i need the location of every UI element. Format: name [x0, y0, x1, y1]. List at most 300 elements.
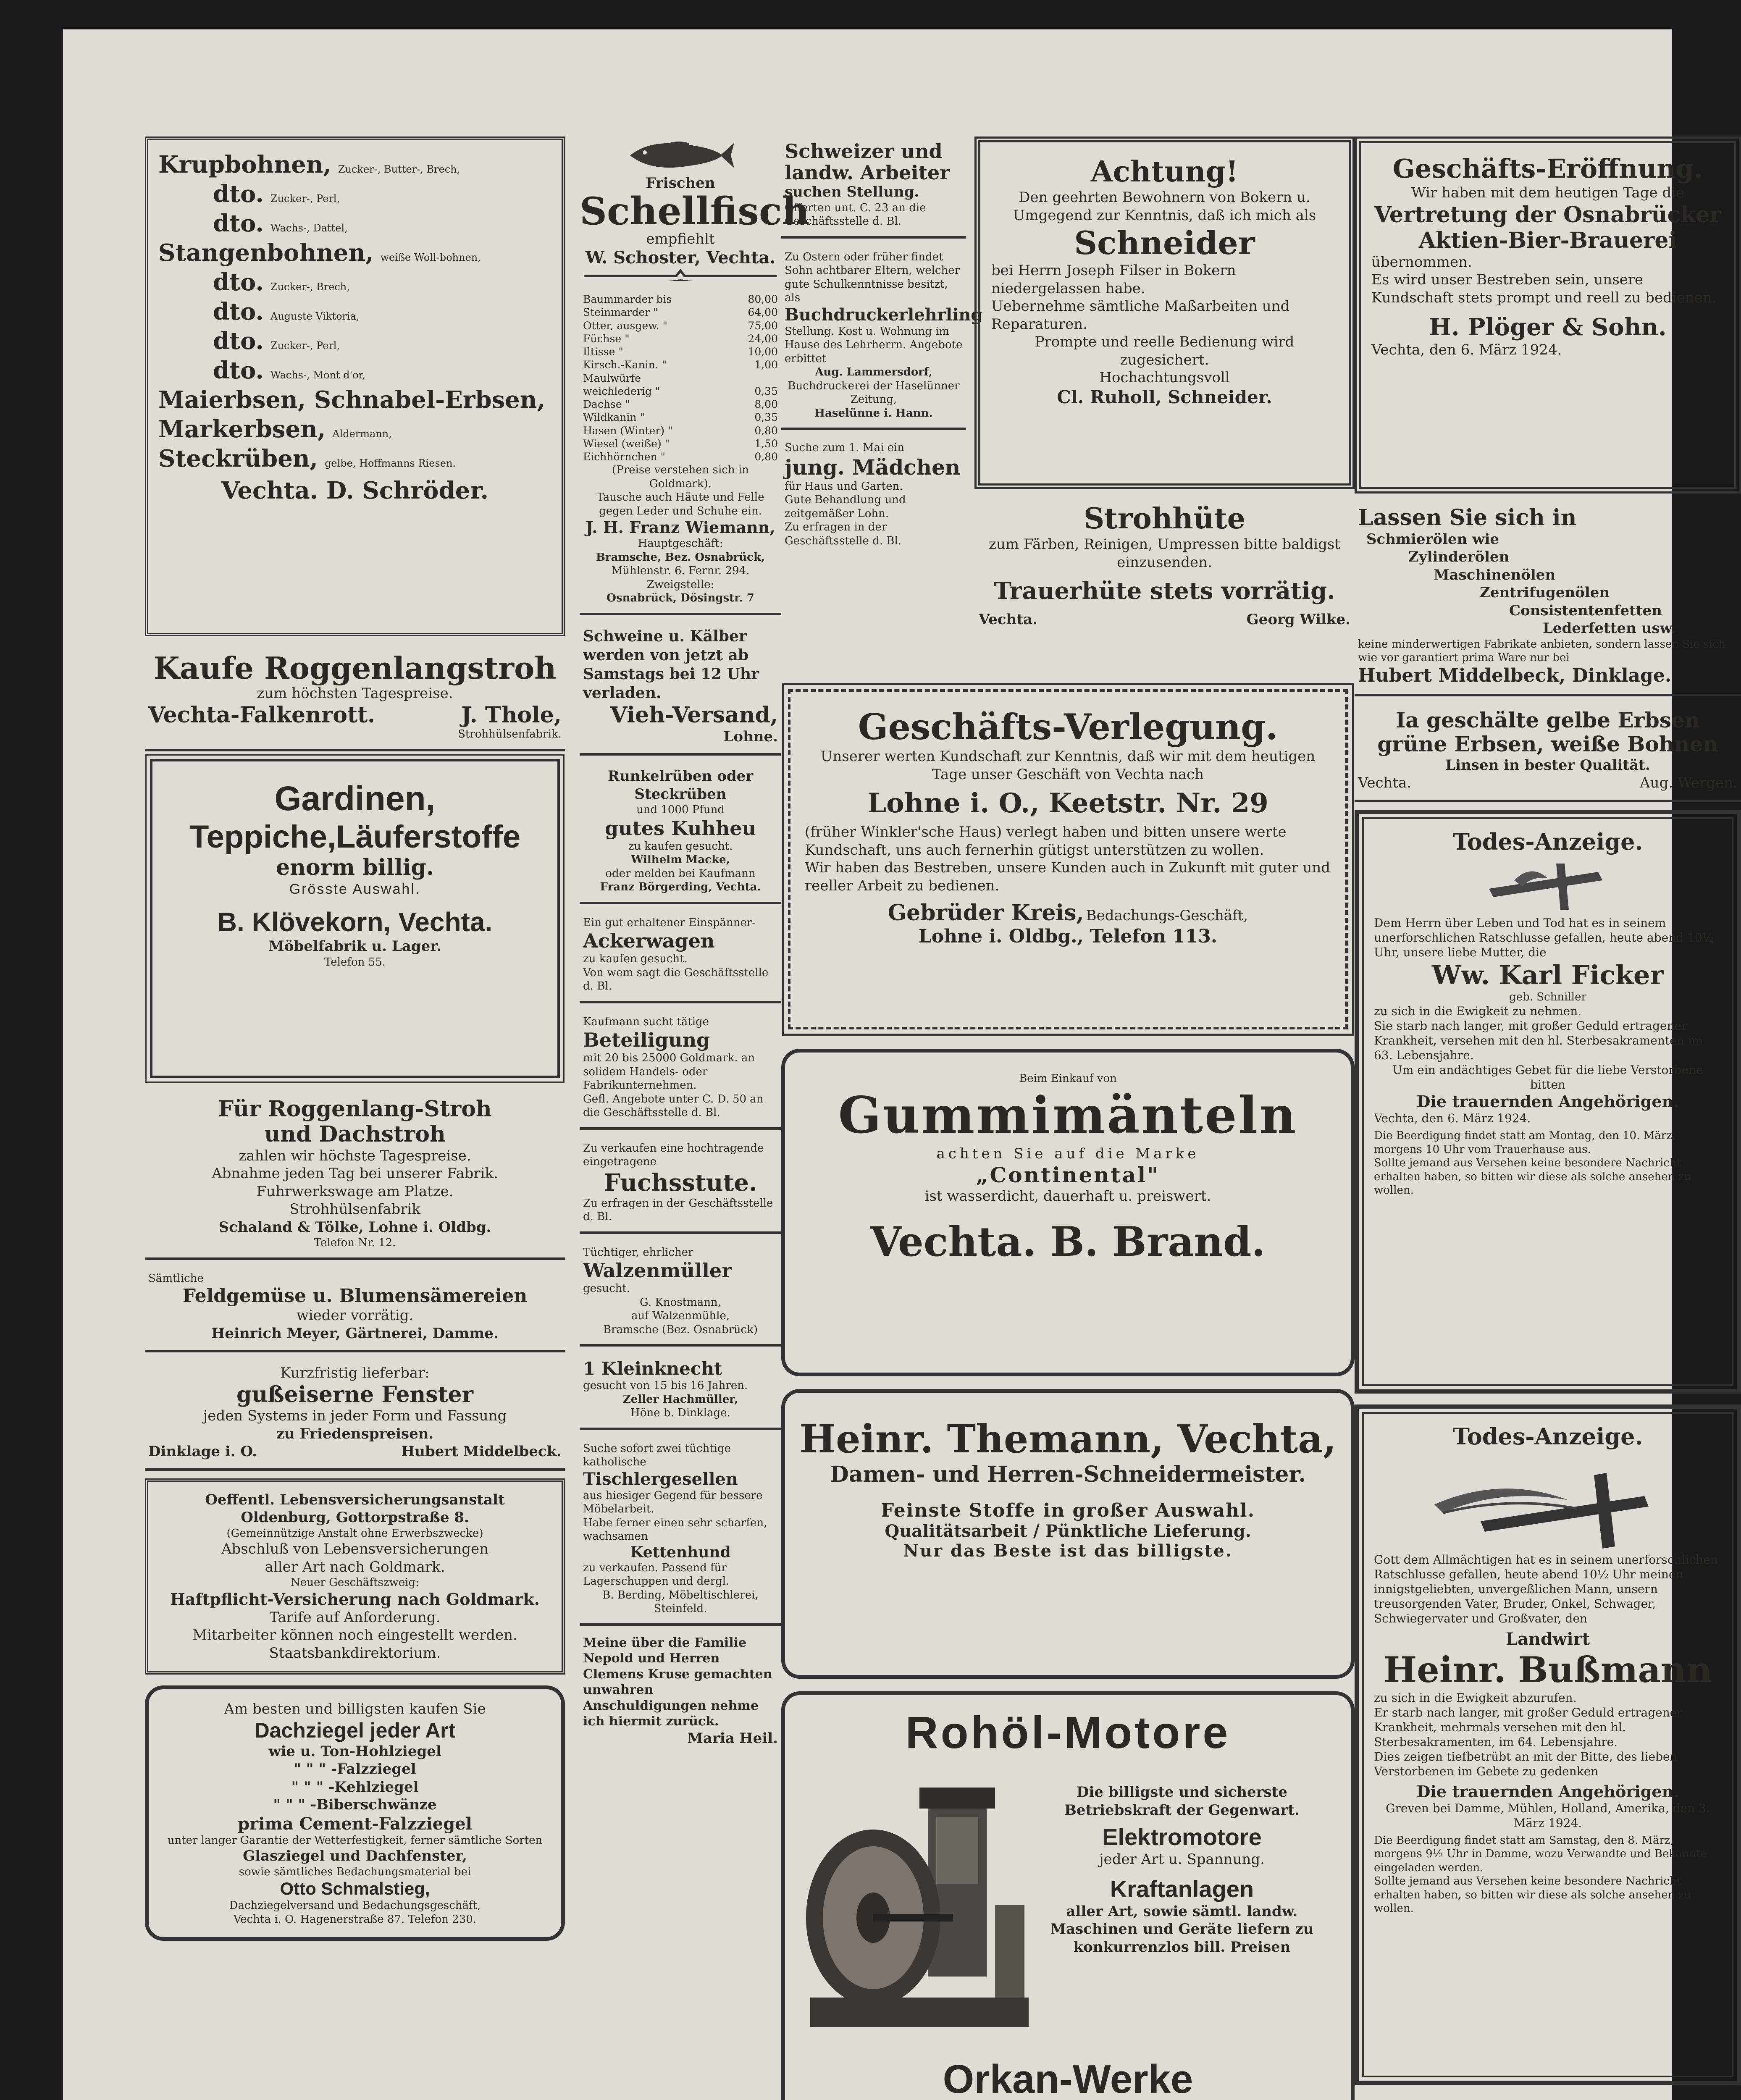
schmalstieg-headline: Dachziegel jeder Art — [254, 1718, 456, 1742]
fur-price: 0,80 — [754, 451, 778, 463]
lehrling-t5: Haselünne i. Hann. — [814, 407, 933, 420]
fur-price: 64,00 — [748, 306, 778, 319]
ad-wiemann-felle — [580, 289, 781, 615]
wiemann-t7: Osnabrück, Dösingstr. 7 — [607, 592, 754, 605]
versich-headline: Haftpflicht-Versicherung nach Goldmark. — [170, 1589, 540, 1609]
thole-name: J. Thole, — [461, 702, 562, 728]
price-row — [583, 345, 778, 358]
bean-name: dto. — [213, 268, 264, 296]
middelbeck-t3: zu Friedenspreisen. — [276, 1425, 434, 1442]
brand-t2: achten Sie auf die Marke — [936, 1145, 1200, 1162]
middelbeck-t2: jeden Systems in jeder Form und Fassung — [203, 1407, 507, 1425]
ad-fuchsstute — [580, 1137, 781, 1234]
fur-name: Wiesel (weiße) " — [583, 437, 670, 450]
bean-name: Stangenbohnen, — [158, 239, 374, 267]
middelbeck-place: Dinklage i. O. — [148, 1443, 257, 1460]
fur-price-list — [583, 293, 778, 463]
price-row — [583, 437, 778, 450]
fur-price: 24,00 — [748, 332, 778, 345]
tischler-t5: B. Berding, Möbeltischlerei, Steinfeld. — [602, 1588, 759, 1615]
column-2 — [580, 136, 810, 2100]
lehrling-headline: Buchdruckerlehrling — [785, 304, 983, 325]
ficker-t2: geb. Schniller — [1509, 990, 1586, 1003]
kleinknecht-headline: 1 Kleinknecht — [583, 1358, 722, 1379]
themann-t3: Qualitätsarbeit / Pünktliche Lieferung. — [885, 1521, 1251, 1541]
ficker-t5: Um ein andächtiges Gebet für die liebe Verstorbene bitten — [1392, 1063, 1703, 1092]
heil-text: Meine über die Familie Nepold und Herren Clemens Kruse gemachten unwahren Anschuldigungen nehme ich hiermit zurück. — [583, 1635, 772, 1729]
kreis-headline-2: Lohne i. O., Keetstr. Nr. 29 — [867, 788, 1268, 819]
bean-row — [158, 298, 551, 326]
fur-name: Wildkanin " — [583, 411, 645, 424]
fur-price: 10,00 — [748, 346, 778, 358]
roggen-t6: Telefon Nr. 12. — [314, 1236, 396, 1250]
wergen-headline: Ia geschälte gelbe Erbsen grüne Erbsen, weiße Bohnen — [1377, 707, 1718, 757]
brand-headline: Gummimänteln — [838, 1085, 1298, 1145]
fur-price: 1,50 — [754, 437, 778, 450]
schoster-t3: W. Schoster, Vechta. — [585, 248, 776, 268]
schmalstieg-name: Otto Schmalstieg, — [280, 1879, 430, 1899]
beteiligung-t3: Gefl. Angebote unter C. D. 50 an die Geschäftsstelle d. Bl. — [583, 1092, 764, 1119]
column-1 — [145, 136, 565, 2100]
orkan-footer — [785, 2056, 1351, 2100]
bussmann-t2: Landwirt — [1505, 1629, 1590, 1649]
kloevekorn-line4: Grösste Auswahl. — [289, 881, 421, 897]
middelbeck-name: Hubert Middelbeck. — [401, 1443, 562, 1460]
column-3 — [781, 136, 1355, 2100]
ad-ploeger-eroeffnung — [1355, 136, 1741, 494]
bussmann-t4: Er starb nach langer, mit großer Geduld ertragener Krankheit, mehrmals versehen mit den hl. Sterbesakramenten, im 64. Lebensjahre. — [1374, 1705, 1683, 1749]
price-row — [583, 319, 778, 332]
orkan-headline-2: Elektromotore — [1102, 1824, 1262, 1850]
ad-schoster-schellfisch — [580, 136, 810, 289]
versich-t4: Abschluß von Lebensversicherungen — [221, 1541, 489, 1558]
oele-l5: Zentrifugenölen — [1480, 584, 1610, 601]
themann-t1: Damen- und Herren-Schneidermeister. — [830, 1462, 1306, 1487]
column-3-right-ads — [974, 136, 1355, 682]
price-row — [583, 358, 778, 371]
roggen-t5: Schaland & Tölke, Lohne i. Oldbg. — [218, 1218, 491, 1236]
bean-variety: Zucker-, Perl, — [270, 340, 340, 352]
schoster-t2: empfiehlt — [646, 230, 715, 247]
schweine-text: Schweine u. Kälber werden von jetzt ab Samstags bei 12 Uhr verladen. — [583, 627, 759, 702]
themann-headline: Heinr. Themann, Vechta, — [799, 1416, 1337, 1462]
ad-brand-gummimaentel — [781, 1049, 1355, 1376]
ruholl-t4: Prompte und reelle Bedienung wird zugesichert. — [1035, 333, 1295, 368]
lehrling-t4: Buchdruckerei der Haselünner Zeitung, — [788, 379, 960, 406]
ficker-t6: Die trauernden Angehörigen. — [1416, 1092, 1679, 1111]
wilke-name: Georg Wilke. — [1246, 611, 1350, 628]
schmalstieg-t8: Glasziegel und Dachfenster, — [243, 1848, 467, 1865]
bean-row — [158, 386, 551, 414]
kreis-sig3: Lohne i. Oldbg., Telefon 113. — [918, 925, 1218, 947]
roggen-t1: zahlen wir höchste Tagespreise. — [239, 1147, 471, 1164]
kuhheu-t2: und 1000 Pfund — [636, 803, 725, 816]
cross-dove-icon — [1374, 855, 1722, 916]
wilke-headline: Strohhüte — [1084, 502, 1245, 536]
bussmann-name: Heinr. Bußmann — [1383, 1648, 1712, 1690]
bussmann-t1: Gott dem Allmächtigen hat es in seinem unerforschlichen Ratschlusse gefallen, heute abend 10½ Uhr meinen innigstgeliebten, unvergeßlichen Mann, unsern treusorgenden Vater, Bruder, Onkel, Schwager, Schwiegervater und Großvater, den — [1374, 1552, 1718, 1625]
roggen-t3: Fuhrwerkswage am Platze. — [256, 1183, 454, 1200]
oele-l4: Maschinenölen — [1434, 566, 1556, 583]
kleinknecht-t1: gesucht von 15 bis 16 Jahren. — [583, 1379, 748, 1392]
oele-l1: Lassen Sie sich in — [1358, 505, 1577, 530]
kreis-sig1: Gebrüder Kreis, — [888, 900, 1084, 926]
kuhheu-t1: Runkelrüben oder Steckrüben — [607, 768, 754, 803]
fur-price — [732, 372, 778, 385]
bean-row — [158, 210, 551, 237]
ad-meyer-saemereien — [145, 1268, 565, 1353]
kreis-t1: Unserer werten Kundschaft zur Kenntnis, daß wir mit dem heutigen Tage unser Geschäft von Vechta nach — [820, 748, 1316, 783]
ad-ackerwagen — [580, 912, 781, 1003]
fur-name: Füchse " — [583, 332, 630, 345]
walzenmueller-t5: Bramsche (Bez. Osnabrück) — [603, 1323, 758, 1336]
bussmann-t8: Sollte jemand aus Versehen keine besondere Nachricht erhalten haben, so bitten wir diese als solche ansehen zu wollen. — [1374, 1875, 1691, 1915]
schmalstieg-t6: prima Cement-Falzziegel — [238, 1814, 472, 1834]
brand-headline-2: „Continental" — [976, 1163, 1160, 1187]
ad-buchdruckerlehrling — [781, 246, 983, 430]
fur-name: Otter, ausgew. " — [583, 319, 667, 332]
walzenmueller-headline: Walzenmüller — [583, 1259, 732, 1282]
fur-price: 0,35 — [754, 411, 778, 424]
meyer-headline: Feldgemüse u. Blumensämereien — [182, 1285, 528, 1307]
bean-variety: weiße Woll-bohnen, — [380, 252, 481, 263]
roggen-h2: und Dachstroh — [264, 1121, 446, 1147]
kuhheu-t6: Franz Börgerding, Vechta. — [600, 881, 761, 894]
bean-name: Krupbohnen, — [158, 151, 331, 178]
themann-t4: Nur das Beste ist das billigste. — [903, 1541, 1233, 1561]
bussmann-date: Greven bei Damme, Mühlen, Holland, Amerika, den 3. März 1924. — [1386, 1801, 1710, 1830]
bussmann-t6: Die trauernden Angehörigen. — [1416, 1782, 1679, 1801]
orkan-headline: Rohöl-Motore — [905, 1707, 1231, 1758]
meyer-t3: Heinrich Meyer, Gärtnerei, Damme. — [211, 1325, 499, 1342]
bean-variety: Aldermann, — [332, 428, 392, 440]
ad-schaland-toelke — [145, 1092, 565, 1260]
kloevekorn-line6: Möbelfabrik u. Lager. — [268, 938, 441, 955]
middelbeck-headline: gußeiserne Fenster — [236, 1381, 473, 1407]
bean-row — [158, 327, 551, 355]
bean-variety: Zucker-, Butter-, Brech, — [338, 163, 460, 175]
cross-palm-icon — [1374, 1450, 1722, 1552]
ackerwagen-t3: Von wem sagt die Geschäftsstelle d. Bl. — [583, 966, 769, 993]
middelbeck-t1: Kurzfristig lieferbar: — [280, 1365, 430, 1382]
bean-name: dto. — [213, 357, 264, 384]
price-row — [583, 424, 778, 437]
price-row — [583, 332, 778, 345]
price-row — [583, 385, 778, 398]
ad-wergen-erbsen — [1355, 704, 1741, 802]
walzenmueller-t2: gesucht. — [583, 1282, 630, 1295]
ad-kloevekorn — [150, 759, 560, 1078]
bean-variety: Wachs-, Mont d'or, — [270, 369, 365, 381]
ornament-rule — [580, 268, 781, 284]
ploeger-date: Vechta, den 6. März 1924. — [1371, 341, 1562, 358]
ad-todesanzeige-ficker — [1355, 810, 1741, 1394]
maedchen-headline: jung. Mädchen — [785, 454, 961, 480]
tischler-t3: Habe ferner einen sehr scharfen, wachsamen — [583, 1516, 767, 1543]
fur-name: weichlederig " — [583, 385, 660, 397]
themann-t2: Feinste Stoffe in großer Auswahl. — [880, 1500, 1255, 1521]
bean-row — [158, 357, 551, 384]
bean-variety: Wachs-, Dattel, — [270, 222, 348, 234]
heil-signature: Maria Heil. — [687, 1730, 778, 1747]
orkan-headline-4: Orkan-Werke — [943, 2057, 1193, 2100]
bean-row — [158, 268, 551, 296]
ad-lebensversicherung — [145, 1478, 565, 1675]
versich-t6: Neuer Geschäftszweig: — [291, 1576, 419, 1589]
fur-name: Hasen (Winter) " — [583, 424, 673, 437]
schoster-headline: Schellfisch — [580, 189, 810, 234]
schweine-place: Lohne. — [723, 728, 778, 745]
tischler-t4: zu verkaufen. Passend für Lagerschuppen und dergl. — [583, 1561, 730, 1588]
beteiligung-t2: mit 20 bis 25000 Goldmark. an solidem Handels- oder Fabrikunternehmen. — [583, 1052, 755, 1092]
fur-price: 0,80 — [754, 424, 778, 437]
fur-name: Kirsch.-Kanin. " — [583, 359, 667, 371]
ficker-t8: Sollte jemand aus Versehen keine besondere Nachricht erhalten haben, so bitten wir diese als solche ansehen zu wollen. — [1374, 1157, 1691, 1197]
bean-name: Maierbsen, Schnabel-Erbsen, — [158, 386, 545, 414]
versich-t1: Oeffentl. Lebensversicherungsanstalt — [205, 1491, 505, 1508]
kuhheu-t4: Wilhelm Macke, — [631, 853, 730, 866]
kreis-sig2: Bedachungs-Geschäft, — [1086, 907, 1248, 924]
schmalstieg-t11: Vechta i. O. Hagenerstraße 87. Telefon 230. — [233, 1913, 477, 1926]
schmalstieg-t7: unter langer Garantie der Wetterfestigkeit, ferner sämtliche Sorten — [167, 1834, 543, 1847]
kloevekorn-line5: B. Klövekorn, Vechta. — [217, 907, 493, 937]
beteiligung-headline: Beteiligung — [583, 1029, 710, 1052]
roggen-t4: Strohhülsenfabrik — [289, 1201, 421, 1218]
orkan-t1: Die billigste und sicherste Betriebskraft der Gegenwart. — [1064, 1784, 1300, 1819]
ackerwagen-t2: zu kaufen gesucht. — [583, 953, 688, 966]
wilke-headline-2: Trauerhüte stets vorrätig. — [994, 577, 1335, 605]
kleinknecht-t3: Höne b. Dinklage. — [630, 1407, 730, 1420]
orkan-right-text — [1045, 1783, 1318, 1956]
wiemann-t1: (Preise verstehen sich in Goldmark). — [612, 464, 749, 490]
fur-name: Eichhörnchen " — [583, 451, 665, 463]
maedchen-t1: Suche zum 1. Mai ein — [785, 441, 905, 454]
bean-variety: Auguste Viktoria, — [270, 310, 360, 322]
ruholl-t1: Den geehrten Bewohnern von Bokern u. Umgegend zur Kenntnis, daß ich mich als — [1013, 189, 1316, 224]
fur-price: 8,00 — [754, 398, 778, 410]
fuchsstute-t1: Zu verkaufen eine hochtragende eingetragene — [583, 1142, 764, 1168]
ficker-t1: Dem Herrn über Leben und Tod hat es in seinem unerforschlichen Ratschlusse gefallen, heute abend 10½ Uhr, unsere liebe Mutter, die — [1374, 916, 1714, 959]
price-row — [583, 411, 778, 424]
ad-heil-widerruf — [580, 1633, 781, 1749]
fur-name: Dachse " — [583, 398, 630, 410]
bean-variety: gelbe, Hoffmanns Riesen. — [325, 457, 456, 469]
roggen-t2: Abnahme jeden Tag bei unserer Fabrik. — [212, 1165, 498, 1182]
oele-l6: Consistentenfetten — [1509, 602, 1662, 619]
fuchsstute-headline: Fuchsstute. — [604, 1168, 757, 1197]
oele-text: keine minderwertigen Fabrikate anbieten, sondern lassen Sie sich wie vor garantiert prima Ware nur bei — [1358, 638, 1725, 664]
ruholl-t5: Hochachtungsvoll — [1099, 369, 1230, 386]
versich-t9: Staatsbankdirektorium. — [269, 1644, 441, 1662]
ad-schmalstieg-dachziegel — [145, 1685, 565, 1941]
roggen-h1: Für Roggenlang-Stroh — [218, 1096, 492, 1122]
fuchsstute-t2: Zu erfragen in der Geschäftsstelle d. Bl. — [583, 1197, 773, 1223]
price-row — [583, 293, 778, 306]
wiemann-t4: Bramsche, Bez. Osnabrück, — [596, 551, 765, 564]
ploeger-signature: H. Plöger & Sohn. — [1429, 313, 1667, 341]
orkan-t2: jeder Art u. Spannung. — [1099, 1851, 1265, 1868]
bean-variety: Zucker-, Perl, — [270, 193, 340, 205]
ficker-headline: Todes-Anzeige. — [1452, 828, 1643, 855]
ad-kreis-verlegung — [788, 689, 1348, 1029]
kreis-headline: Geschäfts-Verlegung. — [858, 706, 1278, 748]
oele-l2: Schmierölen wie — [1366, 530, 1499, 548]
bean-name: dto. — [213, 210, 264, 237]
ad-orkan-werke — [781, 1691, 1355, 2100]
wiemann-headline: J. H. Franz Wiemann, — [586, 518, 775, 537]
ad-middelbeck-oele — [1355, 501, 1741, 696]
fur-name: Baummarder bis — [583, 293, 672, 305]
wilke-place: Vechta. — [979, 611, 1037, 628]
kleinknecht-t2: Zeller Hachmüller, — [622, 1393, 738, 1406]
column-3-top-row — [781, 136, 1355, 682]
maedchen-t3: Gute Behandlung und zeitgemäßer Lohn. — [785, 494, 906, 520]
price-row — [583, 398, 778, 411]
kuhheu-t5: oder melden bei Kaufmann — [605, 867, 756, 880]
wiemann-t5: Mühlenstr. 6. Fernr. 294. — [611, 564, 750, 578]
bussmann-t7: Die Beerdigung findet statt am Samstag, den 8. März, morgens 9½ Uhr in Damme, wozu Verwandte und Bekannte eingeladen werden. — [1374, 1834, 1707, 1874]
price-row — [583, 306, 778, 319]
ad-walzenmueller — [580, 1242, 781, 1347]
kloevekorn-line7: Telefon 55. — [324, 956, 386, 969]
price-row — [583, 372, 778, 385]
lehrling-t2: Stellung. Kost u. Wohnung im Hause des Lehrherrn. Angebote erbittet — [785, 325, 963, 365]
bussmann-t5: Dies zeigen tiefbetrübt an mit der Bitte, des lieben Verstorbenen im Gebete zu gedenken — [1374, 1749, 1678, 1778]
versich-t5: aller Art nach Goldmark. — [265, 1558, 445, 1575]
ficker-t7: Die Beerdigung findet statt am Montag, den 10. März, morgens 10 Uhr vom Trauerhause aus. — [1374, 1129, 1676, 1156]
oele-signature: Hubert Middelbeck, Dinklage. — [1358, 664, 1672, 686]
ad-schroeder-beans — [145, 136, 565, 636]
maedchen-t2: für Haus und Garten. — [785, 480, 903, 493]
ad-middelbeck-fenster — [145, 1360, 565, 1471]
fur-price: 80,00 — [748, 293, 778, 305]
brand-t3: ist wasserdicht, dauerhaft u. preiswert. — [924, 1188, 1211, 1205]
meyer-t1: Sämtliche — [148, 1272, 204, 1285]
ad-kuhheu — [580, 763, 781, 904]
ad-kleinknecht — [580, 1354, 781, 1430]
versich-t8: Mitarbeiter können noch eingestellt werden. — [192, 1627, 517, 1644]
kuhheu-t3: zu kaufen gesucht. — [628, 840, 733, 853]
thole-headline: Kaufe Roggenlangstroh — [153, 650, 557, 686]
fur-price: 1,00 — [754, 359, 778, 371]
ad-beteiligung — [580, 1011, 781, 1130]
bean-name: Steckrüben, — [158, 445, 318, 472]
ploeger-t2: übernommen. — [1371, 253, 1472, 270]
newspaper-page — [63, 29, 1738, 2100]
kloevekorn-line1: Gardinen, — [274, 779, 436, 818]
wergen-name: Aug. Wergen. — [1640, 774, 1738, 792]
ficker-t3: zu sich in die Ewigkeit zu nehmen. — [1374, 1004, 1582, 1018]
lehrling-t1: Zu Ostern oder früher findet Sohn achtbarer Eltern, welcher gute Schulkenntnisse besitzt, als — [785, 250, 960, 304]
bussmann-headline: Todes-Anzeige. — [1452, 1423, 1643, 1450]
walzenmueller-t3: G. Knostmann, — [640, 1296, 721, 1309]
ad-viehversand — [580, 623, 781, 756]
wiemann-t3: Hauptgeschäft: — [638, 537, 723, 550]
thole-place: Vechta-Falkenrott. — [148, 702, 376, 728]
ad-ruholl-schneider — [974, 136, 1355, 489]
bean-list — [158, 151, 551, 472]
ficker-name: Ww. Karl Ficker — [1431, 959, 1664, 990]
ad-themann-schneider — [781, 1389, 1355, 1679]
bean-name: Markerbsen, — [158, 415, 326, 443]
meyer-t2: wieder vorrätig. — [296, 1307, 414, 1324]
wiemann-t6: Zweigstelle: — [646, 578, 714, 591]
brand-t1: Beim Einkauf von — [1019, 1072, 1117, 1085]
schmalstieg-t10: Dachziegelversand und Bedachungsgeschäft, — [229, 1899, 481, 1912]
bean-variety: Zucker-, Brech, — [270, 281, 350, 293]
kloevekorn-line2: Teppiche,Läuferstoffe — [189, 819, 521, 855]
schmalstieg-t3: " " " -Falzziegel — [294, 1761, 416, 1778]
walzenmueller-t1: Tüchtiger, ehrlicher — [583, 1246, 693, 1259]
fur-name: Iltisse " — [583, 346, 623, 358]
fur-price: 75,00 — [748, 319, 778, 332]
ad-tischler — [580, 1438, 781, 1626]
ruholl-headline: Achtung! — [1090, 155, 1239, 189]
bean-row — [158, 239, 551, 267]
bean-name: dto. — [213, 180, 264, 208]
kuhheu-headline: gutes Kuhheu — [604, 816, 756, 840]
oele-l7: Lederfetten usw. — [1543, 620, 1676, 637]
maedchen-t4: Zu erfragen in der Geschäftsstelle d. Bl. — [785, 521, 902, 547]
bean-name: dto. — [213, 298, 264, 326]
oele-l3: Zylinderölen — [1408, 549, 1510, 566]
column-4 — [1355, 136, 1741, 2100]
wergen-text: Linsen in bester Qualität. — [1445, 756, 1650, 774]
lehrling-t3: Aug. Lammersdorf, — [815, 366, 932, 379]
ad-thole-roggenstroh — [145, 647, 565, 751]
ad-todesanzeige-bussmann — [1355, 1404, 1741, 2085]
orkan-t3: aller Art, sowie sämtl. landw. Maschinen und Geräte liefern zu konkurrenzlos bill. Preisen — [1050, 1903, 1314, 1956]
beteiligung-t1: Kaufmann sucht tätige — [583, 1015, 709, 1028]
walzenmueller-t4: auf Walzenmühle, — [631, 1310, 730, 1323]
kreis-t2: (früher Winkler'sche Haus) verlegt haben und bitten unsere werte Kundschaft, uns auch fernerhin gütigst unterstützen zu wollen. — [805, 824, 1287, 858]
kloevekorn-line3: enorm billig. — [276, 854, 434, 880]
schweine-headline: Vieh-Versand, — [610, 702, 778, 728]
column-3-small-ads — [781, 136, 983, 682]
wilke-t1: zum Färben, Reinigen, Umpressen bitte baldigst einzusenden. — [989, 536, 1340, 571]
orkan-headline-3: Kraftanlagen — [1110, 1875, 1254, 1902]
ficker-t4: Sie starb nach langer, mit großer Geduld ertragener Krankheit, versehen mit den hl. Sterbesakramenten im 63. Lebensjahre. — [1374, 1019, 1703, 1063]
schmalstieg-t1: Am besten und billigsten kaufen Sie — [224, 1701, 486, 1718]
bean-row — [158, 445, 551, 472]
bean-row — [158, 151, 551, 178]
schmalstieg-t4: " " " -Kehlziegel — [291, 1778, 419, 1796]
schweizer-t1: suchen Stellung. — [785, 184, 919, 201]
engine-illustration — [802, 1779, 1037, 2040]
bean-row — [158, 180, 551, 208]
ackerwagen-headline: Ackerwagen — [583, 929, 715, 953]
schmalstieg-t2: wie u. Ton-Hohlziegel — [268, 1743, 441, 1760]
bean-name: dto. — [213, 327, 264, 355]
schoster-t1: Frischen — [646, 175, 715, 192]
thole-text: zum höchsten Tagespreise. — [257, 685, 453, 702]
versich-t2: Oldenburg, Gottorpstraße 8. — [241, 1509, 469, 1526]
schweizer-headline: Schweizer und landw. Arbeiter — [785, 140, 950, 184]
kreis-t3: Wir haben das Bestreben, unsere Kunden auch in Zukunft mit guter und reeller Arbeit zu bedienen. — [805, 859, 1331, 894]
thole-firm: Strohhülsenfabrik. — [458, 728, 562, 741]
ploeger-t3: Es wird unser Bestreben sein, unsere Kundschaft stets prompt und reell zu bedienen. — [1371, 271, 1717, 306]
ruholl-headline-2: Schneider — [1074, 224, 1255, 262]
wiemann-t2: Tausche auch Häute und Felle gegen Leder und Schuhe ein. — [596, 491, 764, 517]
versich-t7: Tarife auf Anforderung. — [269, 1609, 441, 1626]
ackerwagen-t1: Ein gut erhaltener Einspänner- — [583, 916, 756, 929]
ruholl-signature: Cl. Ruholl, Schneider. — [1057, 386, 1272, 407]
ploeger-headline: Geschäfts-Eröffnung. — [1392, 153, 1703, 184]
schmalstieg-t5: " " " -Biberschwänze — [273, 1796, 437, 1814]
tischler-headline-2: Kettenhund — [630, 1543, 731, 1561]
ruholl-t3: Uebernehme sämtliche Maßarbeiten und Reparaturen. — [991, 298, 1290, 333]
brand-signature: Vechta. B. Brand. — [870, 1218, 1266, 1265]
